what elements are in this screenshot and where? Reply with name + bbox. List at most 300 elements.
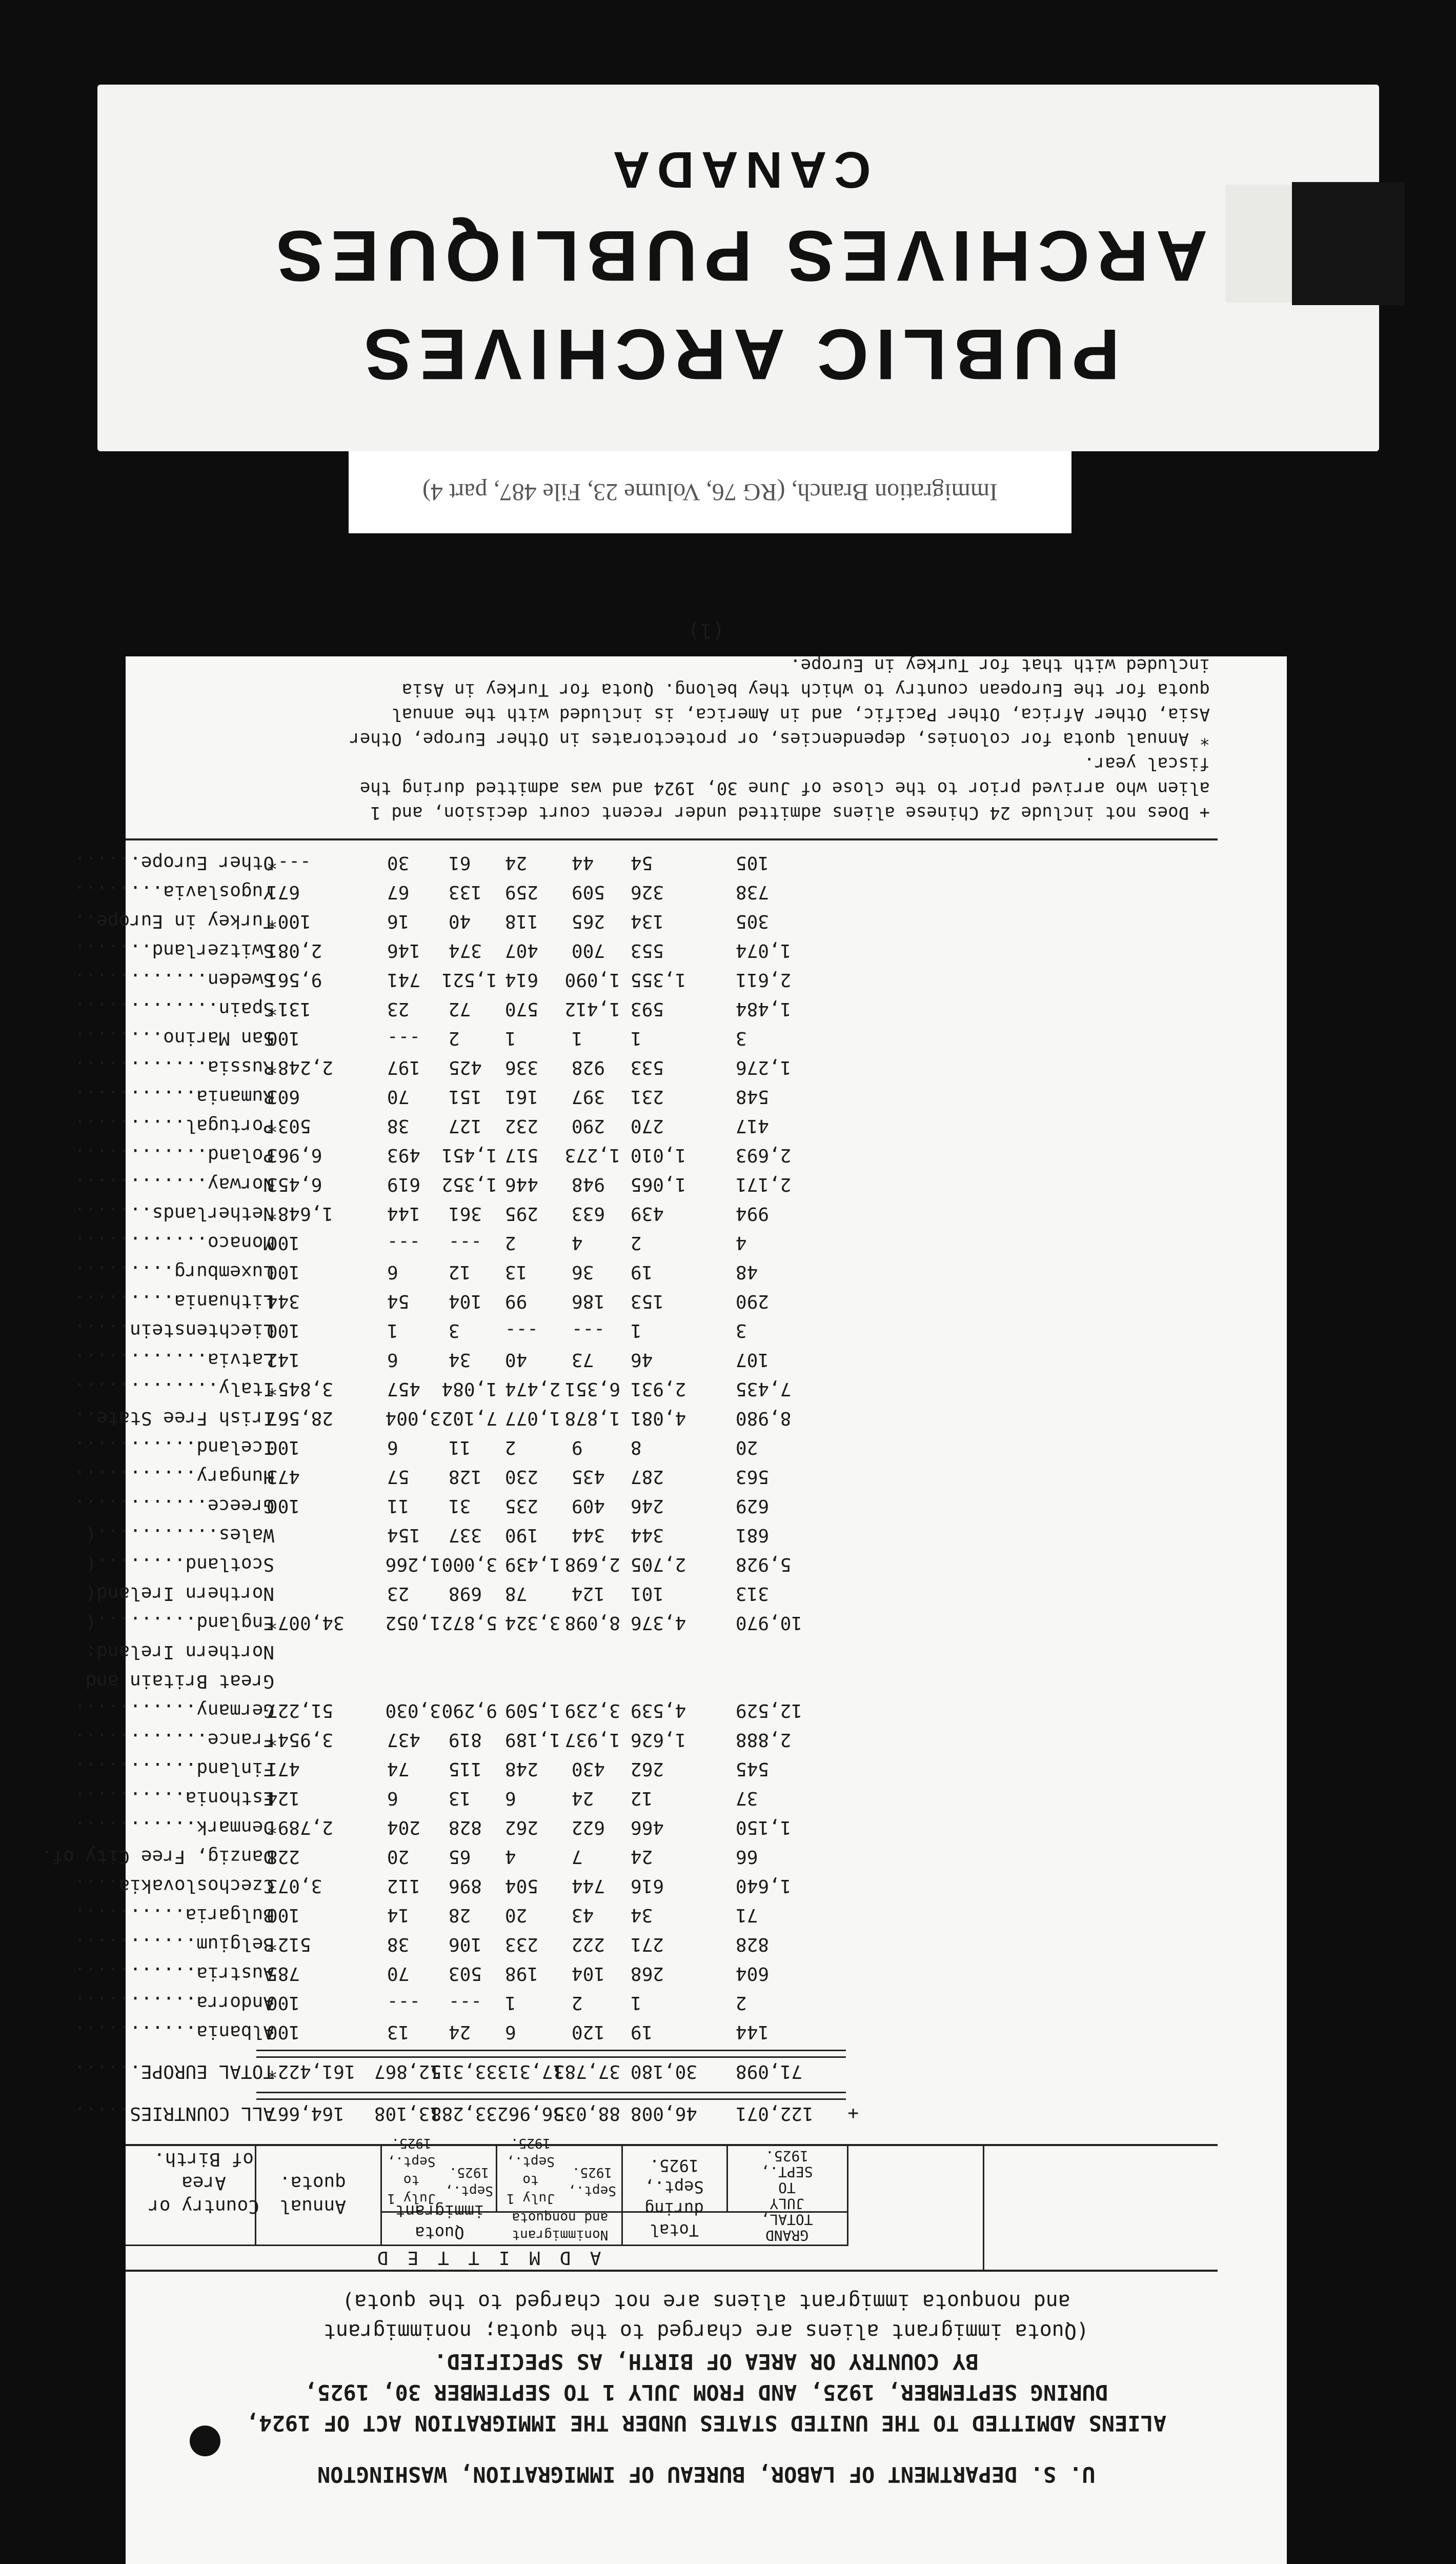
cell-n-july: 1 [505,1028,516,1049]
cell-n-july: 6 [505,2021,516,2042]
cell-t-sept: 466 [631,1817,664,1838]
header-grand-total: GRAND TOTAL, JULY TO SEPT., 1925. [761,2148,813,2244]
cell-q-july: 20 [387,1846,410,1867]
cell-t-sept: 270 [631,1115,664,1136]
cell-grand: 2,693 [736,1145,792,1166]
cell-grand: 37 [736,1788,758,1809]
footnote-line: Asia, Other Africa, Other Pacific, and in America, is included with the annual [391,704,1210,725]
header-divider [847,2146,848,2246]
total-double-rule [256,2092,846,2100]
cell-q-sept: 1,451 [441,1145,497,1166]
cell-t-sept: 1,355 [631,969,686,990]
table-row [85,1579,1287,1608]
cell-q-sept: 34 [449,1349,471,1370]
cell-n-sept: 1,090 [564,969,620,990]
cell-n-july: 24 [505,852,528,873]
cell-annual: 100 [267,1028,300,1049]
row-country: ALL COUNTRIES..... [74,2103,274,2124]
footnote-line: fiscal year. [1084,753,1210,774]
cell-q-sept: 425 [449,1057,482,1078]
row-country: Rumania........... [74,1086,274,1107]
row-country: Esthonia.......... [74,1788,274,1809]
table-row [85,1550,1287,1579]
cell-annual: 100 [267,2021,300,2042]
cell-annual: 100 [267,1905,300,1926]
table-row [74,907,1287,936]
cell-n-july: 1 [505,1992,516,2013]
cell-annual: 100 [267,1437,300,1458]
cell-t-sept: 4,376 [631,1612,686,1633]
archive-header-text [97,85,1379,451]
cell-q-july: 13 [387,2021,410,2042]
cell-q-july: 70 [387,1963,410,1984]
cell-n-sept: 2,698 [564,1554,620,1575]
department-line: U. S. DEPARTMENT OF LABOR, BUREAU OF IMMIGRATION, WASHINGTON [317,2462,1096,2487]
cell-q-sept: 9,290 [441,1700,497,1721]
cell-t-sept: 12 [631,1788,653,1809]
cell-n-sept: 44 [572,852,594,873]
cell-grand: 5,928 [736,1554,792,1575]
cell-annual: 473 [267,1466,300,1487]
table-row [74,1082,1287,1111]
row-country: Other Europe...... [74,852,274,873]
cell-grand: 3 [736,1320,747,1341]
cell-grand: 305 [736,911,770,932]
cell-q-july: 70 [387,1086,410,1107]
header-quota-sept: Sept., 1925. [445,2165,493,2198]
table-bottom-rule [126,838,1218,840]
cell-annual: 164,667 [267,2103,345,2124]
cell-annual: 51,227 [267,1700,334,1721]
cell-q-july: 1,052 [385,1612,441,1633]
cell-n-sept: 928 [572,1057,605,1078]
cell-q-july: 146 [387,940,421,961]
plus-footnote-marker: + [847,2103,859,2124]
table-row [85,1667,1287,1696]
table-row [74,1959,1287,1988]
row-country: Netherlands....... [74,1203,274,1224]
cell-annual: 6,963 [267,1145,322,1166]
row-country: Greece............ [74,1495,274,1516]
cell-n-sept: 509 [572,882,605,903]
cell-q-sept: 151 [449,1086,482,1107]
cell-t-sept: 19 [631,2021,653,2042]
cell-n-july: 6 [505,1788,516,1809]
cell-n-july: 259 [505,882,539,903]
table-row [74,2057,1287,2086]
cell-n-july: 161 [505,1086,539,1107]
row-country: Finland........... [74,1758,274,1779]
cell-n-sept: 397 [572,1086,605,1107]
cell-annual: 2,789* [267,1817,334,1838]
table-row [74,1374,1287,1404]
cell-grand: 1,640 [736,1875,792,1896]
cell-q-sept: 896 [449,1875,482,1896]
cell-annual: 603 [267,1086,300,1107]
row-country: Sweden............ [74,969,274,990]
cell-q-july: 74 [387,1758,410,1779]
cell-q-sept: 5,872 [441,1612,497,1633]
cell-q-sept: 61 [449,852,471,873]
row-country: Hungary........... [74,1466,274,1487]
cell-q-sept: 13 [449,1788,471,1809]
cell-q-sept: 337 [449,1525,482,1546]
cell-q-july: 30 [387,852,410,873]
cell-n-july: 198 [505,1963,539,1984]
cell-grand: 2,888 [736,1729,792,1750]
cell-n-sept: 2 [572,1992,583,2013]
cell-n-july: 235 [505,1495,539,1516]
cell-n-sept: 120 [572,2021,605,2042]
row-country: Liechtenstein..... [74,1320,274,1341]
cell-q-july: 13,108 [374,2103,441,2124]
table-row [74,936,1287,965]
table-row [74,877,1287,907]
row-country: England.........( [85,1612,274,1633]
cell-n-july: 40 [505,1349,528,1370]
cell-q-sept: 24 [449,2021,471,2042]
cell-q-sept: 106 [449,1934,482,1955]
footnote-line: alien who arrived prior to the close of June 30, 1924 and was admitted during the [359,778,1210,798]
cell-q-july: 154 [387,1525,421,1546]
row-country: San Marino........ [74,1028,274,1049]
header-total-sept: Total during Sept., 1925. [644,2156,704,2240]
cell-t-sept: 1 [631,1028,642,1049]
cell-n-sept: 43 [572,1905,594,1926]
cell-grand: 604 [736,1963,770,1984]
row-country: Denmark........... [74,1817,274,1838]
cell-annual: 100* [267,911,311,932]
header-divider [983,2146,984,2272]
table-row [74,1988,1287,2017]
cell-grand: 7,435 [736,1378,792,1399]
row-country: Northern Ireland: [85,1641,274,1662]
cell-n-sept: 7 [572,1846,583,1867]
title-line-1: ALIENS ADMITTED TO THE UNITED STATES UNDER THE IMMIGRATION ACT OF 1924, [246,2411,1167,2436]
cell-q-july: 11 [387,1495,410,1516]
footnote-line: * Annual quota for colonies, dependencies, or protectorates in Other Europe, Other [349,729,1210,749]
cell-grand: 48 [736,1261,758,1283]
row-country: Irish Free State.. [74,1408,274,1429]
cell-t-sept: 1,065 [631,1174,686,1195]
table-row [74,1813,1287,1842]
cell-q-july: --- [387,1232,421,1253]
cell-annual: 3,073 [267,1875,322,1896]
cell-grand: 105 [736,852,770,873]
cell-t-sept: 46 [631,1349,653,1370]
cell-q-july: 14 [387,1905,410,1926]
cell-q-sept: 127 [449,1115,482,1136]
cell-grand: 417 [736,1115,770,1136]
header-nonquota: Nonimmigrant and nonquota [512,2210,609,2242]
cell-t-sept: 268 [631,1963,664,1984]
row-country: Germany........... [74,1700,274,1721]
row-country: Scotland........( [85,1554,274,1575]
row-country: Monaco............ [74,1232,274,1253]
cell-q-july: 3,030 [385,1700,441,1721]
header-nonquota-july: July 1 to Sept., 1925. [507,2135,555,2206]
document-title-block [126,2346,1287,2490]
cell-t-sept: 326 [631,882,664,903]
table-row [74,2017,1287,2047]
cell-annual: 671 [267,882,300,903]
cell-n-sept: 36 [572,1261,594,1283]
cell-q-sept: 31 [449,1495,471,1516]
cell-n-sept: 344 [572,1525,605,1546]
cell-n-sept: 744 [572,1875,605,1896]
cell-q-sept: 361 [449,1203,482,1224]
cell-n-july: 17,313 [497,2061,564,2082]
cell-grand: 2,171 [736,1174,792,1195]
cell-q-sept: 40 [449,911,471,932]
cell-grand: 12,529 [736,1700,803,1721]
row-country: Lithuania......... [74,1291,274,1312]
cell-annual: 471 [267,1758,300,1779]
cell-n-sept: 1,937 [564,1729,620,1750]
table-row [74,1462,1287,1491]
header-quota-immigrant: Quota immigrant [395,2201,484,2242]
cell-n-sept: --- [572,1320,605,1341]
table-row [74,965,1287,994]
archive-country: CANADA [605,141,871,198]
cell-q-july: --- [387,1028,421,1049]
table-row [74,1316,1287,1345]
cell-grand: 563 [736,1466,770,1487]
cell-grand: 313 [736,1583,770,1604]
table-row [74,1900,1287,1930]
cell-t-sept: 54 [631,852,653,873]
cell-annual: 2,081 [267,940,322,961]
cell-t-sept: 24 [631,1846,653,1867]
cell-n-july: 295 [505,1203,539,1224]
cell-t-sept: 34 [631,1905,653,1926]
document-content [41,619,1287,2564]
cell-annual: 124 [267,1788,300,1809]
cell-annual: 228 [267,1846,300,1867]
cell-annual: 161,422* [267,2061,356,2082]
cell-grand: 545 [736,1758,770,1779]
table-row [74,1491,1287,1520]
footnote-line: quota for the European country to which they belong. Quota for Turkey in Asia [401,679,1210,700]
cell-t-sept: 271 [631,1934,664,1955]
cell-grand: 548 [736,1086,770,1107]
table-row [74,1784,1287,1813]
cell-n-july: 2,474 [505,1378,561,1399]
row-country: Turkey in Europe.. [74,911,274,932]
cell-q-sept: 819 [449,1729,482,1750]
cell-q-july: 204 [387,1817,421,1838]
cell-n-sept: 1,878 [564,1408,620,1429]
cell-q-july: 57 [387,1466,410,1487]
table-row [74,994,1287,1024]
cell-grand: 290 [736,1291,770,1312]
cell-n-sept: 73 [572,1349,594,1370]
cell-n-july: 118 [505,911,539,932]
cell-grand: 122,071 [736,2103,814,2124]
row-country: Danzig, Free City of. [41,1846,274,1867]
cell-grand: 629 [736,1495,770,1516]
table-row [74,1053,1287,1082]
cell-n-july: 1,189 [505,1729,561,1750]
cell-t-sept: 134 [631,911,664,932]
cell-q-july: 619 [387,1174,421,1195]
cell-n-sept: 1,273 [564,1145,620,1166]
cell-n-july: 570 [505,998,539,1019]
cell-q-sept: 11 [449,1437,471,1458]
cell-n-sept: 1 [572,1028,583,1049]
row-country: Andorra........... [74,1992,274,2013]
cell-n-sept: 3,239 [564,1700,620,1721]
cell-grand: 2 [736,1992,747,2013]
title-line-3: BY COUNTRY OR AREA OF BIRTH, AS SPECIFIED. [434,2349,979,2374]
cell-n-july: 446 [505,1174,539,1195]
cell-t-sept: 344 [631,1525,664,1546]
cell-n-sept: 435 [572,1466,605,1487]
cell-grand: 828 [736,1934,770,1955]
cell-q-july: 3,004 [385,1408,441,1429]
archive-title-english: PUBLIC ARCHIVES [356,314,1120,395]
cell-n-july: 1,077 [505,1408,561,1429]
cell-q-july: 1,266 [385,1554,441,1575]
document-paper [41,619,1287,2564]
cell-n-sept: 265 [572,911,605,932]
cell-annual: 9,561 [267,969,322,990]
cell-n-july: 248 [505,1758,539,1779]
table-row [74,1140,1287,1170]
row-country: Albania........... [74,2021,274,2042]
cell-grand: 1,276 [736,1057,792,1078]
cell-t-sept: 246 [631,1495,664,1516]
cell-n-july: 1,509 [505,1700,561,1721]
cell-q-july: 1 [387,1320,398,1341]
cell-t-sept: 231 [631,1086,664,1107]
cell-q-july: 197 [387,1057,421,1078]
cell-t-sept: 46,008 [631,2103,698,2124]
cell-grand: 66 [736,1846,758,1867]
cell-t-sept: 2,931 [631,1378,686,1399]
cell-n-july: 614 [505,969,539,990]
table-row [74,1725,1287,1754]
cell-grand: 71 [736,1905,758,1926]
row-country: Belgium........... [74,1934,274,1955]
cell-annual: 503* [267,1115,311,1136]
cell-n-sept: 622 [572,1817,605,1838]
cell-q-sept: 33,288 [430,2103,497,2124]
cell-grand: 20 [736,1437,758,1458]
table-row [74,848,1287,877]
title-line-2: DURING SEPTEMBER, 1925, AND FROM JULY 1 TO SEPTEMBER 30, 1925, [304,2380,1108,2405]
table-row [74,1871,1287,1900]
cell-grand: 681 [736,1525,770,1546]
cell-q-sept: 1,521 [441,969,497,990]
cell-n-sept: 24 [572,1788,594,1809]
row-country: Italy............. [74,1378,274,1399]
table-row [74,1111,1287,1140]
cell-t-sept: 1,010 [631,1145,686,1166]
cell-q-sept: 828 [449,1817,482,1838]
cell-n-july: 230 [505,1466,539,1487]
row-country: Norway............ [74,1174,274,1195]
table-row [74,1930,1287,1959]
cell-q-july: 54 [387,1291,410,1312]
cell-q-july: 12,867 [374,2061,441,2082]
cell-q-july: 493 [387,1145,421,1166]
cell-t-sept: 153 [631,1291,664,1312]
table-row [74,1345,1287,1374]
cell-t-sept: 262 [631,1758,664,1779]
cell-q-july: 112 [387,1875,421,1896]
archive-reference: Immigration Branch, (RG 76, Volume 23, File 487, part 4) [422,478,998,506]
header-nonquota-sept: Sept., 1925. [568,2165,616,2198]
cell-q-sept: 3 [449,1320,460,1341]
cell-q-sept: --- [449,1232,482,1253]
cell-grand: 994 [736,1203,770,1224]
table-row [74,1170,1287,1199]
row-country: TOTAL EUROPE...... [74,2061,274,2082]
cell-n-july: 2 [505,1232,516,1253]
cell-annual: 785 [267,1963,300,1984]
row-country: Wales...........( [85,1525,274,1546]
cell-t-sept: 287 [631,1466,664,1487]
row-country: Spain............. [74,998,274,1019]
cell-q-july: 6 [387,1261,398,1283]
cell-q-july: 6 [387,1788,398,1809]
cell-n-sept: 9 [572,1437,583,1458]
row-country: France............ [74,1729,274,1750]
cell-n-sept: 222 [572,1934,605,1955]
cell-q-july: 38 [387,1115,410,1136]
footnotes [185,653,1210,825]
cell-grand: 107 [736,1349,770,1370]
table-row [74,2099,1287,2128]
cell-annual: 28,567 [267,1408,334,1429]
cell-annual: 34,007* [267,1612,345,1633]
page-number: (1) [687,619,725,643]
subtitle-line-1: (Quota immigrant aliens are charged to the quota; nonimmigrant [323,2319,1089,2343]
cell-q-july: 144 [387,1203,421,1224]
cell-q-july: 23 [387,1583,410,1604]
cell-grand: 4 [736,1232,747,1253]
cell-t-sept: 616 [631,1875,664,1896]
cell-q-sept: --- [449,1992,482,2013]
cell-grand: 71,098 [736,2061,803,2082]
cell-annual: 344 [267,1291,300,1312]
cell-q-sept: 7,102 [441,1408,497,1429]
cell-n-sept: 700 [572,940,605,961]
cell-n-july: 2 [505,1437,516,1458]
cell-grand: 10,970 [736,1612,803,1633]
cell-q-sept: 503 [449,1963,482,1984]
cell-q-sept: 72 [449,998,471,1019]
cell-annual: 142 [267,1349,300,1370]
row-country: Northern Ireland( [85,1583,274,1604]
cell-grand: 1,074 [736,940,792,961]
row-country: Iceland........... [74,1437,274,1458]
cell-annual: 100 [267,1320,300,1341]
cell-annual: 3,845* [267,1378,334,1399]
cell-t-sept: 553 [631,940,664,961]
cell-annual: 1,648* [267,1203,334,1224]
cell-n-july: 78 [505,1583,528,1604]
cell-annual: 2,248* [267,1057,334,1078]
subtitle-line-2: and nonquota immigrant aliens are not charged to the quota) [342,2290,1070,2313]
table-row [74,1024,1287,1053]
cell-t-sept: 1,626 [631,1729,686,1750]
cell-n-sept: 8,098 [564,1612,620,1633]
cell-n-july: 36,962 [497,2103,564,2124]
cell-q-sept: 65 [449,1846,471,1867]
cell-q-july: 437 [387,1729,421,1750]
